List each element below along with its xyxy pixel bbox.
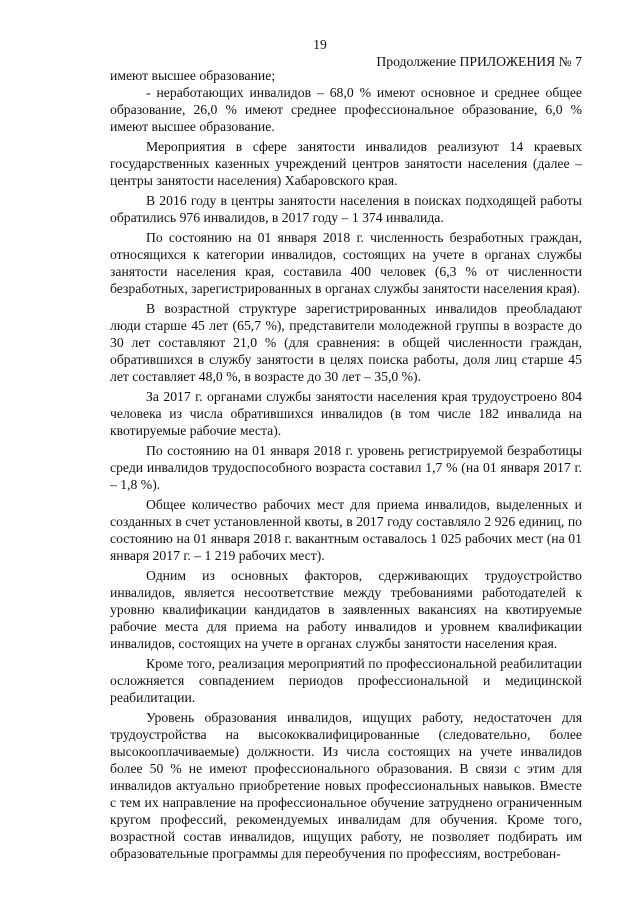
- paragraph-quota-workplaces: Общее количество рабочих мест для приема инвалидов, выделенных и созданных в счет установленной квоты, в 2017 году составляло 2 926 единиц, по состоянию на 01 января 2018 г. вакантным оставалось 1 025 рабочих мест (на 01 января 2017 г. – 1 219 рабочих мест).: [110, 497, 582, 563]
- paragraph-unemployed-count: По состоянию на 01 января 2018 г. численность безработных граждан, относящихся к категории инвалидов, состоящих на учете в органах службы занятости населения края, составила 400 человек (6,3 % от численности безработных, зарегистрированных в органах службы занятости населения края).: [110, 230, 582, 296]
- paragraph-employment-measures: Мероприятия в сфере занятости инвалидов реализуют 14 краевых государственных казенных учреждений центров занятости населения (далее – центры занятости населения) Хабаровского края.: [110, 139, 582, 188]
- paragraph-continuation: имеют высшее образование;: [110, 68, 276, 83]
- paragraph-applications-2016-2017: В 2016 году в центры занятости населения в поисках подходящей работы обратились 976 инвалидов, в 2017 году – 1 374 инвалида.: [110, 193, 582, 225]
- paragraph-rehabilitation: Кроме того, реализация мероприятий по профессиональной реабилитации осложняется совпадением периодов профессиональной и медицинской реабилитации.: [110, 656, 582, 705]
- document-body: [110, 67, 582, 862]
- paragraph-employed-2017: За 2017 г. органами службы занятости населения края трудоустроено 804 человека из числа обратившихся инвалидов (в том числе 182 инвалида на квотируемые рабочие места).: [110, 389, 582, 438]
- paragraph-education-level: Уровень образования инвалидов, ищущих работу, недостаточен для трудоустройства на высококвалифицированные (следовательно, более высокооплачиваемые) должности. Из числа состоящих на учете инвалидов более 50 % не имеют профессионального образования. В связи с этим для инвалидов актуально приобретение новых профессиональных навыков. Вместе с тем их направление на профессиональное обучение затруднено ограниченным кругом профессий, рекомендуемых инвалидам для обучения. Кроме того, возрастной состав инвалидов, ищущих работу, не позволяет подбирать им образовательные программы для переобучения по профессиям, востребован-: [110, 710, 582, 861]
- appendix-caption: Продолжение ПРИЛОЖЕНИЯ № 7: [376, 54, 582, 69]
- paragraph-unemployed-education: - неработающих инвалидов – 68,0 % имеют основное и среднее общее образование, 26,0 % имеют среднее профессиональное образование, 6,0 % имеют высшее образование.: [110, 85, 582, 134]
- paragraph-main-factors: Одним из основных факторов, сдерживающих трудоустройство инвалидов, является несоответствие между требованиями работодателей к уровню квалификации кандидатов в заявленных вакансиях на квотируемые рабочие места для приема на работу инвалидов и уровнем квалификации инвалидов, состоящих на учете в органах службы занятости населения края.: [110, 568, 582, 651]
- page-number: 19: [313, 37, 327, 52]
- paragraph-unemployment-rate: По состоянию на 01 января 2018 г. уровень регистрируемой безработицы среди инвалидов трудоспособного возраста составил 1,7 % (на 01 января 2017 г. – 1,8 %).: [110, 443, 582, 492]
- paragraph-age-structure: В возрастной структуре зарегистрированных инвалидов преобладают люди старше 45 лет (65,7 %), представители молодежной группы в возрасте до 30 лет составляют 21,0 % (для сравнения: в общей численности граждан, обратившихся в службу занятости в целях поиска работы, доля лиц старше 45 лет составляет 48,0 %, в возрасте до 30 лет – 35,0 %).: [110, 301, 582, 384]
